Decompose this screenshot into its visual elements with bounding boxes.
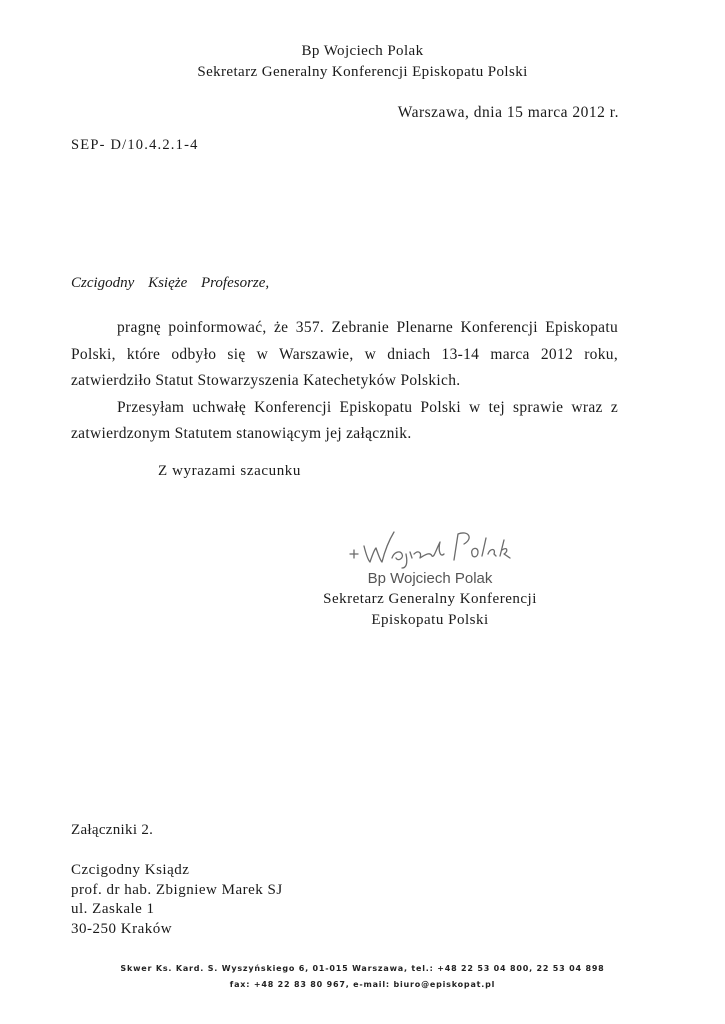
body-paragraph-2: Przesyłam uchwałę Konferencji Episkopatu Polski w tej sprawie wraz z zatwierdzonym Statutem stanowiącym jej załącznik. bbox=[71, 398, 618, 442]
stamped-name: Bp Wojciech Polak bbox=[367, 570, 493, 587]
recipient-line-2: prof. dr hab. Zbigniew Marek SJ bbox=[71, 881, 283, 898]
recipient-line-3: ul. Zaskale 1 bbox=[71, 901, 155, 917]
footer-contact: fax: +48 22 83 80 967, e-mail: biuro@episkopat.pl bbox=[229, 980, 496, 989]
footer-address: Skwer Ks. Kard. S. Wyszyńskiego 6, 01-015 Warszawa, tel.: +48 22 53 04 800, 22 53 04 898 bbox=[120, 964, 605, 973]
attachments-note: Załączniki 2. bbox=[71, 822, 154, 838]
body-paragraph-1: pragnę poinformować, że 357. Zebranie Plenarne Konferencji Episkopatu Polski, które odbyło się w Warszawie, w dniach 13-14 marca 2012 roku, zatwierdziło Statut Stowarzyszenia Katechetyków Polskich. bbox=[71, 319, 618, 389]
letter-body bbox=[71, 315, 618, 448]
closing: Z wyrazami szacunku bbox=[158, 463, 302, 479]
recipient-line-4: 30-250 Kraków bbox=[71, 920, 173, 937]
recipient-line-1: Czcigodny Ksiądz bbox=[71, 862, 190, 878]
signatory-title bbox=[300, 589, 560, 631]
salutation: Czcigodny Księże Profesorze, bbox=[71, 275, 270, 291]
handwritten-signature bbox=[336, 520, 526, 570]
letter-date: Warszawa, dnia 15 marca 2012 r. bbox=[397, 104, 619, 121]
signatory-title-line-1: Sekretarz Generalny Konferencji bbox=[323, 591, 537, 607]
reference-number: SEP- D/10.4.2.1-4 bbox=[71, 137, 199, 153]
recipient-address bbox=[71, 861, 283, 939]
signatory-title-line-2: Episkopatu Polski bbox=[371, 612, 489, 628]
letterhead-name: Bp Wojciech Polak bbox=[301, 43, 424, 59]
letterhead bbox=[0, 41, 725, 83]
letterhead-title: Sekretarz Generalny Konferencji Episkopatu Polski bbox=[197, 64, 528, 80]
footer bbox=[0, 961, 725, 993]
